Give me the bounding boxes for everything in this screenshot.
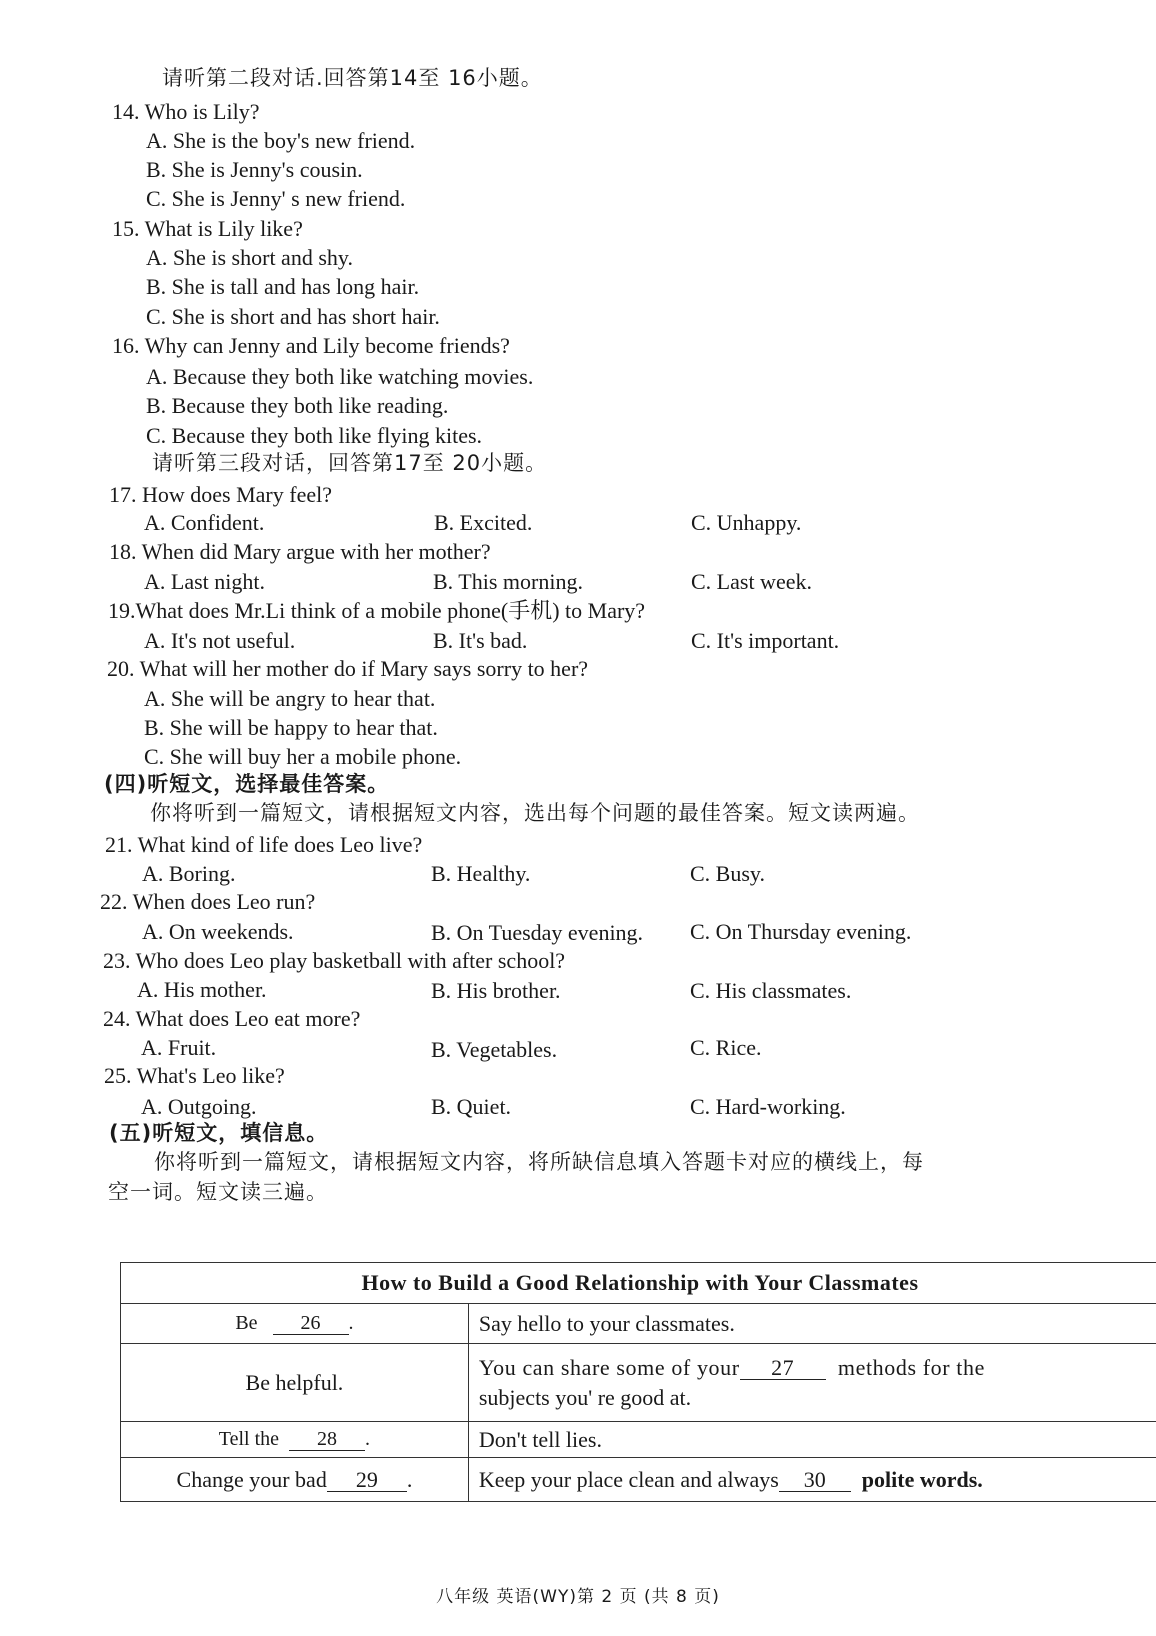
blank-29: 29 [327,1469,407,1492]
option-c: C. Hard-working. [690,1094,846,1119]
part-instructions: 你将听到一篇短文，请根据短文内容，将所缺信息填入答题卡对应的横线上，每 [154,1150,924,1174]
option-a: A. Confident. [144,510,265,535]
table-row [121,1344,1156,1422]
table-row [121,1304,1156,1344]
table-cell: Say hello to your classmates. [468,1304,1156,1344]
table-cell [121,1304,469,1344]
option-a: A. Fruit. [141,1035,217,1060]
option-c: C. It's important. [691,628,840,653]
table-cell [468,1344,1156,1422]
option-a: A. She is the boy's new friend. [146,128,416,153]
cell-text: . [406,1466,413,1492]
question-text: 18. When did Mary argue with her mother? [109,539,491,564]
question-text: 15. What is Lily like? [112,216,303,241]
question-text: 19.What does Mr.Li think of a mobile phone(手机) to Mary? [108,598,646,623]
question-text: 23. Who does Leo play basketball with after school? [103,948,566,973]
section-intro: 请听第三段对话，回答第17至 20小题。 [152,451,548,475]
option-a: A. His mother. [137,977,267,1002]
question-text: 21. What kind of life does Leo live? [105,832,423,857]
part-title: (五)听短文，填信息。 [109,1121,329,1145]
table-cell [121,1422,469,1458]
option-c: C. On Thursday evening. [690,919,912,944]
question-text: 24. What does Leo eat more? [103,1006,361,1031]
option-b: B. This morning. [433,569,583,594]
blank-27: 27 [740,1357,826,1380]
option-b: B. She is tall and has long hair. [146,274,420,299]
cell-text: methods for the [837,1354,985,1380]
table-title: How to Build a Good Relationship with Your Classmates [121,1263,1156,1304]
option-b: B. She will be happy to hear that. [144,715,438,740]
info-table [120,1262,1156,1502]
option-b: B. Healthy. [431,861,531,886]
blank-30: 30 [779,1469,851,1492]
cell-text: subjects you' re good at. [478,1384,692,1410]
question-text: 25. What's Leo like? [104,1063,285,1088]
option-c: C. His classmates. [690,978,852,1003]
cell-text: . [348,1312,354,1334]
page-footer: 八年级 英语(WY)第 2 页 (共 8 页) [436,1587,720,1607]
option-a: A. It's not useful. [144,628,296,653]
option-c: C. Rice. [690,1035,762,1060]
cell-text: Change your bad [176,1466,327,1492]
option-a: A. She will be angry to hear that. [144,686,436,711]
cell-text: Be [235,1312,258,1334]
table-row [121,1422,1156,1458]
cell-text: Keep your place clean and always [478,1466,779,1492]
option-c: C. Busy. [690,861,765,886]
question-text: 22. When does Leo run? [100,889,316,914]
section-intro: 请听第二段对话.回答第14至 16小题。 [162,66,543,90]
option-a: A. Outgoing. [141,1094,257,1119]
question-text: 20. What will her mother do if Mary says sorry to her? [107,656,589,681]
cell-text: You can share some of your [478,1354,740,1380]
cell-text: polite words. [861,1466,983,1492]
question-text: 16. Why can Jenny and Lily become friends? [112,333,510,358]
blank-26: 26 [273,1312,349,1335]
option-c: C. She is Jenny' s new friend. [146,186,406,211]
table-header-row [121,1263,1156,1304]
option-c: C. She will buy her a mobile phone. [144,744,462,769]
table-cell [468,1458,1156,1502]
part-instructions: 你将听到一篇短文，请根据短文内容，选出每个问题的最佳答案。短文读两遍。 [150,801,920,825]
option-b: B. It's bad. [433,628,528,653]
option-a: A. She is short and shy. [146,245,353,270]
part-title: (四)听短文，选择最佳答案。 [104,772,390,796]
question-text: 14. Who is Lily? [112,99,260,124]
part-instructions-cont: 空一词。短文读三遍。 [108,1180,328,1204]
option-b: B. On Tuesday evening. [431,920,644,945]
table-row [121,1458,1156,1502]
option-a: A. Last night. [144,569,265,594]
question-text: 17. How does Mary feel? [109,482,332,507]
option-a: A. Because they both like watching movies. [146,364,534,389]
option-b: B. She is Jenny's cousin. [146,157,363,182]
cell-text: Tell the [218,1428,280,1450]
option-a: A. On weekends. [142,919,294,944]
option-b: B. Because they both like reading. [146,393,449,418]
option-c: C. Last week. [691,569,812,594]
cell-text: . [365,1428,371,1450]
table-cell [121,1458,469,1502]
option-b: B. His brother. [431,978,561,1003]
option-c: C. She is short and has short hair. [146,304,440,329]
option-b: B. Excited. [434,510,533,535]
option-c: C. Unhappy. [691,510,802,535]
option-a: A. Boring. [142,861,236,886]
option-b: B. Quiet. [431,1094,512,1119]
blank-28: 28 [289,1428,365,1451]
option-c: C. Because they both like flying kites. [146,423,483,448]
table-cell: Be helpful. [121,1344,469,1422]
table-cell: Don't tell lies. [468,1422,1156,1458]
option-b: B. Vegetables. [431,1037,558,1062]
